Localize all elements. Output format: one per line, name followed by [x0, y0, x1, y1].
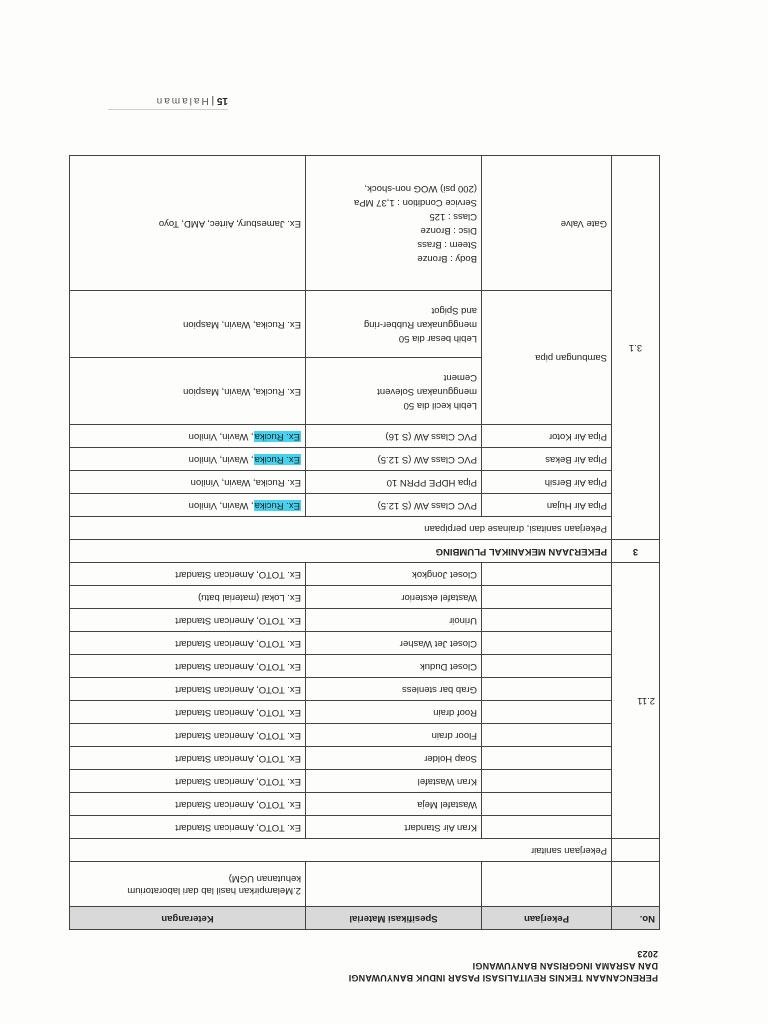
spec-cell: Grab bar stenless [306, 678, 482, 701]
brand-list: Ex. Rucika, Wavin, Vinilon [190, 477, 301, 488]
spec-cell [306, 291, 482, 358]
col-header-no: No. [612, 907, 660, 930]
spec-cell: PVC Class AW (S 16) [306, 425, 482, 448]
table-row [70, 655, 660, 678]
spec-line: Lebih besar dia 50 [398, 333, 477, 344]
pekerjaan-cell [482, 701, 612, 724]
spec-cell [306, 358, 482, 425]
spec-cell: PVC Class AW (S 12.5) [306, 494, 482, 517]
pekerjaan-cell [482, 563, 612, 586]
table-row [70, 793, 660, 816]
sanitair-header: Pekerjaan sanitair [70, 839, 612, 862]
table-row [70, 494, 660, 517]
section-row [70, 540, 660, 563]
spec-cell: Floor drain [306, 724, 482, 747]
page-footer: 15 | Halaman [108, 95, 228, 110]
spec-line: Lebih kecil dia 50 [403, 400, 477, 411]
spec-cell: Kran Wastafel [306, 770, 482, 793]
sanitair-no: 2.11 [612, 563, 660, 839]
table-row [70, 770, 660, 793]
table-row [70, 816, 660, 839]
pekerjaan-cell: Sambungan pipa [482, 291, 612, 425]
spec-line: Steem : Brass [417, 239, 477, 250]
spec-line: menggunakan Solevent [377, 386, 477, 397]
page-number: 15 [216, 95, 228, 106]
highlighted-brand: Ex. Rucika [254, 431, 300, 442]
spec-cell: Closet Duduk [306, 655, 482, 678]
note-cell [70, 862, 306, 907]
keterangan-cell [70, 425, 306, 448]
table-row [70, 747, 660, 770]
sanitair-header-row [70, 839, 660, 862]
spec-line: Service Condition : 1,37 MPa [353, 197, 477, 208]
spec-cell: Closet Jongkok [306, 563, 482, 586]
table-row [70, 156, 660, 291]
pekerjaan-cell [482, 793, 612, 816]
pekerjaan-cell: Pipa Air Bekas [482, 448, 612, 471]
table-row [70, 632, 660, 655]
keterangan-cell [70, 494, 306, 517]
section-title: PEKERJAAN MEKANIKAL PLUMBING [70, 540, 612, 563]
table-row [70, 678, 660, 701]
spec-line: Class : 125 [429, 211, 477, 222]
subsection-no: 3.1 [612, 156, 660, 540]
spec-cell: Wastafel eksterior [306, 586, 482, 609]
keterangan-cell: Ex. TOTO, American Standart [70, 655, 306, 678]
pekerjaan-cell [482, 724, 612, 747]
keterangan-cell [70, 448, 306, 471]
table-header-row [70, 907, 660, 930]
table-row [70, 724, 660, 747]
header-year: 2023 [637, 949, 658, 959]
pekerjaan-cell: Pipa Air Kotor [482, 425, 612, 448]
col-header-pekerjaan: Pekerjaan [482, 907, 612, 930]
spec-cell: Kran Air Standart [306, 816, 482, 839]
header-title-line2: DAN ASRAMA INGGRISAN BANYUWANGI [472, 961, 658, 971]
keterangan-cell: Ex. TOTO, American Standart [70, 632, 306, 655]
table-row [70, 563, 660, 586]
keterangan-cell: Ex. TOTO, American Standart [70, 793, 306, 816]
brand-list: , Wavin, Vinilon [188, 454, 254, 465]
table-row [70, 448, 660, 471]
table-row [70, 701, 660, 724]
spec-table [69, 155, 660, 930]
keterangan-cell: Ex. Rucika, Wavin, Maspion [70, 358, 306, 425]
pekerjaan-cell [482, 816, 612, 839]
spec-cell: Soap Holder [306, 747, 482, 770]
brand-list: , Wavin, Vinilon [188, 431, 254, 442]
highlighted-brand: Ex. Rucika [254, 500, 300, 511]
keterangan-cell: Ex. Jamesbury, Airtec, AMD, Toyo [70, 156, 306, 291]
col-header-keterangan: Keterangan [70, 907, 306, 930]
spec-cell: Wastafel Meja [306, 793, 482, 816]
spec-cell: Urinoir [306, 609, 482, 632]
keterangan-cell: Ex. TOTO, American Standart [70, 816, 306, 839]
keterangan-cell [70, 471, 306, 494]
keterangan-cell: Ex. TOTO, American Standart [70, 770, 306, 793]
table-row [70, 471, 660, 494]
pekerjaan-cell [482, 655, 612, 678]
col-header-spesifikasi: Spesifikasi Material [306, 907, 482, 930]
table-row [70, 609, 660, 632]
pekerjaan-cell [482, 609, 612, 632]
spec-cell [306, 156, 482, 291]
keterangan-cell: Ex. TOTO, American Standart [70, 701, 306, 724]
highlighted-brand: Ex. Rucika [254, 454, 300, 465]
section-no: 3 [612, 540, 660, 563]
header-title-line1: PERENCANAAN TEKNIS REVITALISASI PASAR INDUK BANYUWANGI [348, 973, 658, 983]
pekerjaan-cell [482, 770, 612, 793]
table-row [70, 586, 660, 609]
spec-cell: Roof drain [306, 701, 482, 724]
table-row [70, 358, 660, 425]
note-line1: 2.Melampirkan hasil lab dari laboratorium [127, 885, 301, 896]
pekerjaan-cell: Gate Valve [482, 156, 612, 291]
spec-line: and Spigot [431, 305, 477, 316]
note-line2: kehutanan UGM) [228, 873, 301, 884]
pekerjaan-cell [482, 747, 612, 770]
table-row [70, 425, 660, 448]
spec-line: Disc : Bronze [420, 225, 477, 236]
pekerjaan-cell [482, 586, 612, 609]
note-row [70, 862, 660, 907]
spec-line: menggunakan Rubber-ring [363, 319, 477, 330]
keterangan-cell: Ex. TOTO, American Standart [70, 563, 306, 586]
spec-cell: Closet Jet Washer [306, 632, 482, 655]
keterangan-cell: Ex. TOTO, American Standart [70, 747, 306, 770]
pekerjaan-cell [482, 632, 612, 655]
spec-line: Body : Bronze [417, 253, 477, 264]
spec-table-container [70, 155, 660, 930]
keterangan-cell: Ex. Lokal (material batu) [70, 586, 306, 609]
spec-cell: PVC Class AW (S 12.5) [306, 448, 482, 471]
pekerjaan-cell: Pipa Air Bersih [482, 471, 612, 494]
keterangan-cell: Ex. TOTO, American Standart [70, 678, 306, 701]
keterangan-cell: Ex. TOTO, American Standart [70, 609, 306, 632]
brand-list: , Wavin, Vinilon [188, 500, 254, 511]
spec-line: (200 psi) WOG non-shock, [364, 183, 477, 194]
keterangan-cell: Ex. Rucika, Wavin, Maspion [70, 291, 306, 358]
keterangan-cell: Ex. TOTO, American Standart [70, 724, 306, 747]
page-label: Halaman [154, 95, 209, 106]
pekerjaan-cell [482, 678, 612, 701]
subsection-header-row [70, 517, 660, 540]
pekerjaan-cell: Pipa Air Hujan [482, 494, 612, 517]
subsection-header: Pekerjaan sanitasi, drainase dan perpipaan [70, 517, 612, 540]
spec-line: Cement [443, 372, 477, 383]
document-header [349, 948, 658, 984]
spec-cell: Pipa HDPE PPRN 10 [306, 471, 482, 494]
